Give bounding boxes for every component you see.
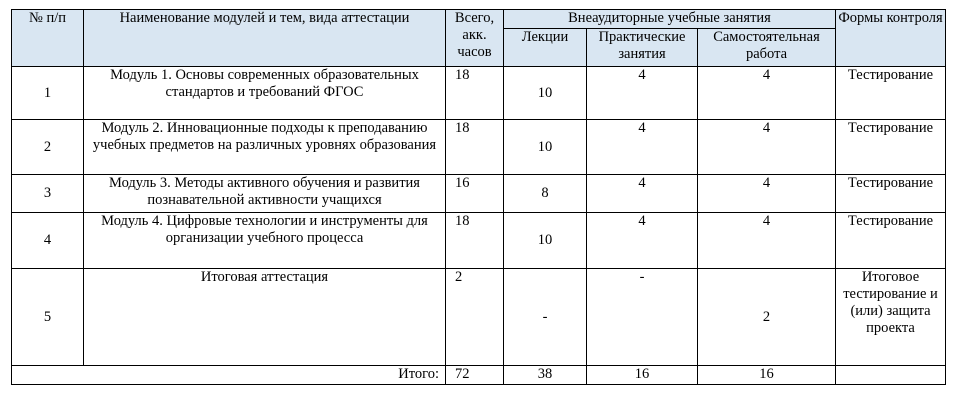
- row-self-study: 4: [698, 175, 836, 213]
- total-self-study: 16: [698, 366, 836, 385]
- row-practical: 4: [587, 67, 698, 120]
- row-practical: 4: [587, 213, 698, 269]
- row-total: 18: [446, 120, 504, 175]
- row-num: 2: [12, 120, 84, 175]
- row-total: 2: [446, 269, 504, 366]
- total-row: [12, 366, 946, 385]
- header-extracurricular: Внеаудиторные учебные занятия: [504, 10, 836, 29]
- row-practical: 4: [587, 120, 698, 175]
- curriculum-table-wrapper: [11, 9, 946, 385]
- row-name: Модуль 1. Основы современных образовательных стандартов и требований ФГОС: [84, 67, 446, 120]
- row-name: Итоговая аттестация: [84, 269, 446, 366]
- table-row: [12, 120, 946, 175]
- header-practical: Практические занятия: [587, 29, 698, 67]
- total-practical: 16: [587, 366, 698, 385]
- total-label: Итого:: [12, 366, 446, 385]
- row-lectures: 8: [504, 175, 587, 213]
- header-lectures: Лекции: [504, 29, 587, 67]
- header-total: Всего, акк. часов: [446, 10, 504, 67]
- row-control: Тестирование: [836, 67, 946, 120]
- row-self-study: 4: [698, 67, 836, 120]
- row-name: Модуль 3. Методы активного обучения и развития познавательной активности учащихся: [84, 175, 446, 213]
- header-num: № п/п: [12, 10, 84, 67]
- row-num: 4: [12, 213, 84, 269]
- row-practical: -: [587, 269, 698, 366]
- row-self-study: 4: [698, 120, 836, 175]
- row-num: 5: [12, 269, 84, 366]
- row-total: 16: [446, 175, 504, 213]
- header-control: Формы контроля: [836, 10, 946, 67]
- curriculum-table: [11, 9, 946, 385]
- row-control: Итоговое тестирование и (или) защита проекта: [836, 269, 946, 366]
- table-row: [12, 175, 946, 213]
- total-control: [836, 366, 946, 385]
- row-lectures: 10: [504, 120, 587, 175]
- row-name: Модуль 4. Цифровые технологии и инструменты для организации учебного процесса: [84, 213, 446, 269]
- row-lectures: -: [504, 269, 587, 366]
- row-total: 18: [446, 213, 504, 269]
- row-lectures: 10: [504, 67, 587, 120]
- row-practical: 4: [587, 175, 698, 213]
- row-control: Тестирование: [836, 213, 946, 269]
- row-lectures: 10: [504, 213, 587, 269]
- total-hours: 72: [446, 366, 504, 385]
- row-num: 3: [12, 175, 84, 213]
- row-total: 18: [446, 67, 504, 120]
- header-row-top: [12, 10, 946, 29]
- total-lectures: 38: [504, 366, 587, 385]
- table-row: [12, 213, 946, 269]
- row-num: 1: [12, 67, 84, 120]
- row-control: Тестирование: [836, 175, 946, 213]
- row-name: Модуль 2. Инновационные подходы к преподаванию учебных предметов на различных уровнях образования: [84, 120, 446, 175]
- row-control: Тестирование: [836, 120, 946, 175]
- row-self-study: 4: [698, 213, 836, 269]
- header-name: Наименование модулей и тем, вида аттестации: [84, 10, 446, 67]
- table-row: [12, 67, 946, 120]
- row-self-study: 2: [698, 269, 836, 366]
- header-self-study: Самостоятельная работа: [698, 29, 836, 67]
- table-row: [12, 269, 946, 366]
